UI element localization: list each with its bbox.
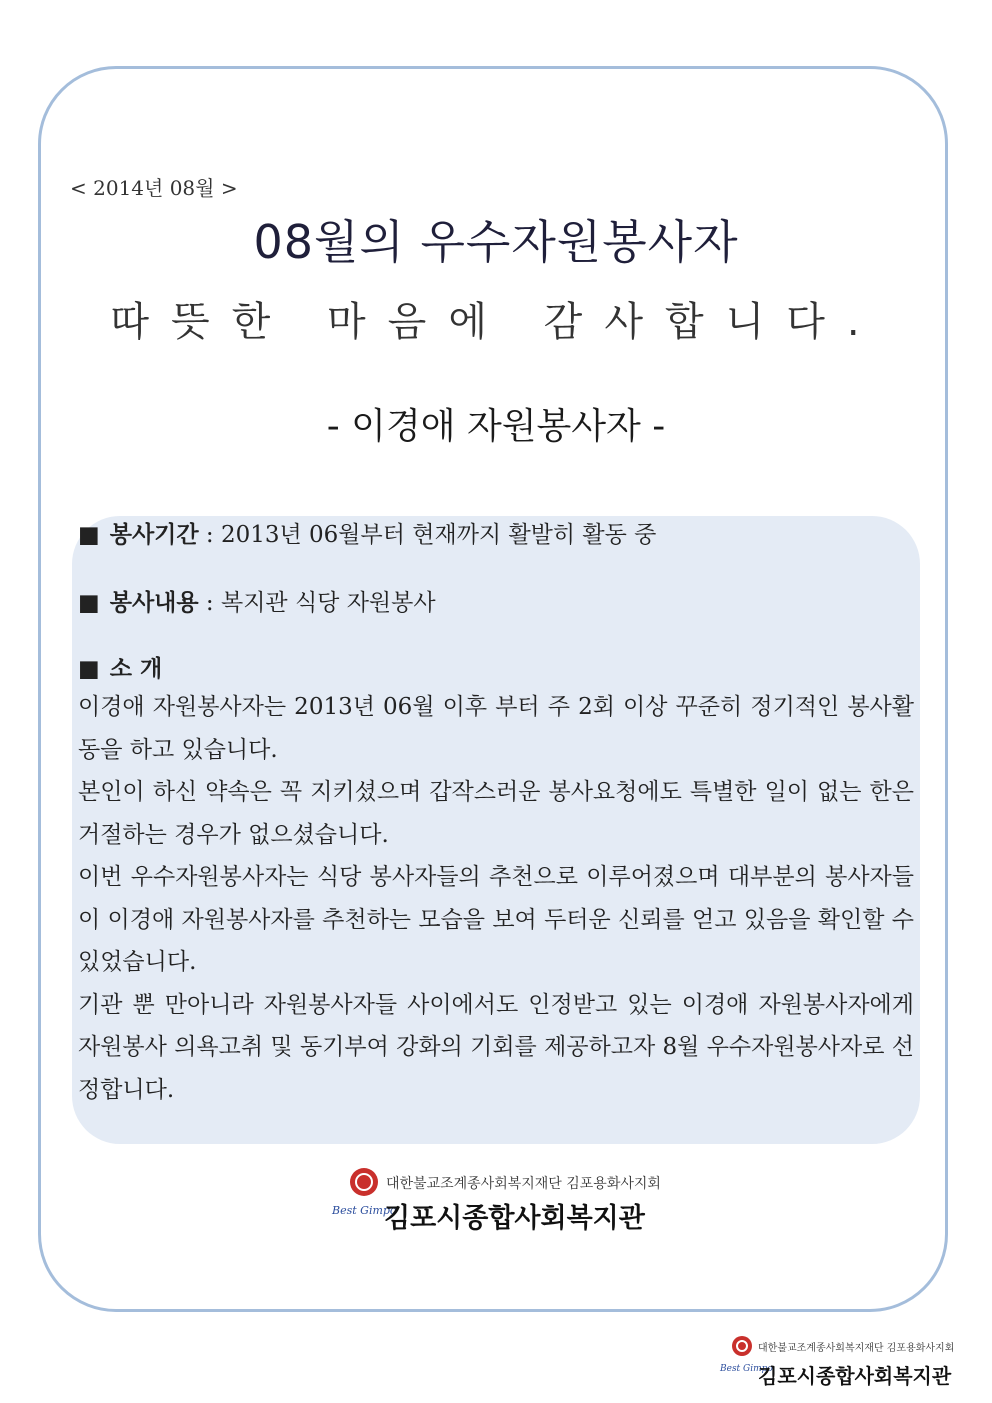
intro-paragraph: 본인이 하신 약속은 꼭 지키셨으며 갑작스러운 봉사요청에도 특별한 일이 없는 한은 거절하는 경우가 없으셨습니다. [78,779,914,848]
period-row [78,516,656,549]
bullet-icon: ■ [78,656,100,682]
footer-logo [720,1336,970,1392]
intro-label: 소 개 [109,656,163,682]
intro-paragraph: 이경애 자원봉사자는 2013년 06월 이후 부터 주 2회 이상 꾸준히 정기적인 봉사활동을 하고 있습니다. [78,694,914,763]
intro-heading [78,650,162,683]
bullet-icon: ■ [78,590,100,616]
volunteer-name: - 이경애 자원봉사자 - [326,406,666,447]
date-line: < 2014년 08월 > [70,176,238,200]
period-label: 봉사기간 [109,522,199,548]
intro-paragraph: 기관 뿐 만아니라 자원봉사자들 사이에서도 인정받고 있는 이경애 자원봉사자에게 자원봉사 의욕고취 및 동기부여 강화의 기회를 제공하고자 8월 우수자원봉사자로 선정합니다. [78,991,914,1103]
content-row [78,584,436,617]
bullet-icon: ■ [78,522,100,548]
organization-logo [332,1168,662,1234]
intro-body [78,686,914,1111]
content-value: : 복지관 식당 자원봉사 [198,590,436,616]
foundation-name: 대한불교조계종사회복지재단 김포용화사지회 [758,1343,955,1354]
buddhist-emblem-icon [732,1336,752,1356]
intro-paragraph: 이번 우수자원봉사자는 식당 봉사자들의 추천으로 이루어졌으며 대부분의 봉사자들이 이경애 자원봉사자를 추천하는 모습을 보여 두터운 신뢰를 얻고 있음을 확인할 수 있었습니다. [78,864,914,975]
period-value: : 2013년 06월부터 현재까지 활발히 활동 중 [198,522,657,548]
best-gimpo-logo: Best Gimpo [332,1204,397,1217]
best-gimpo-logo: Best Gimpo [720,1364,773,1374]
content-label: 봉사내용 [109,590,199,616]
organization-name: 김포시종합사회복지관 [384,1203,645,1234]
buddhist-emblem-icon [350,1168,378,1196]
foundation-name: 대한불교조계종사회복지재단 김포용화사지회 [386,1176,661,1192]
page-title: 08월의 우수자원봉사자 [253,215,739,269]
thanks-message: 따뜻한 마음에 감사합니다. [110,299,882,345]
organization-name: 김포시종합사회복지관 [758,1364,952,1388]
